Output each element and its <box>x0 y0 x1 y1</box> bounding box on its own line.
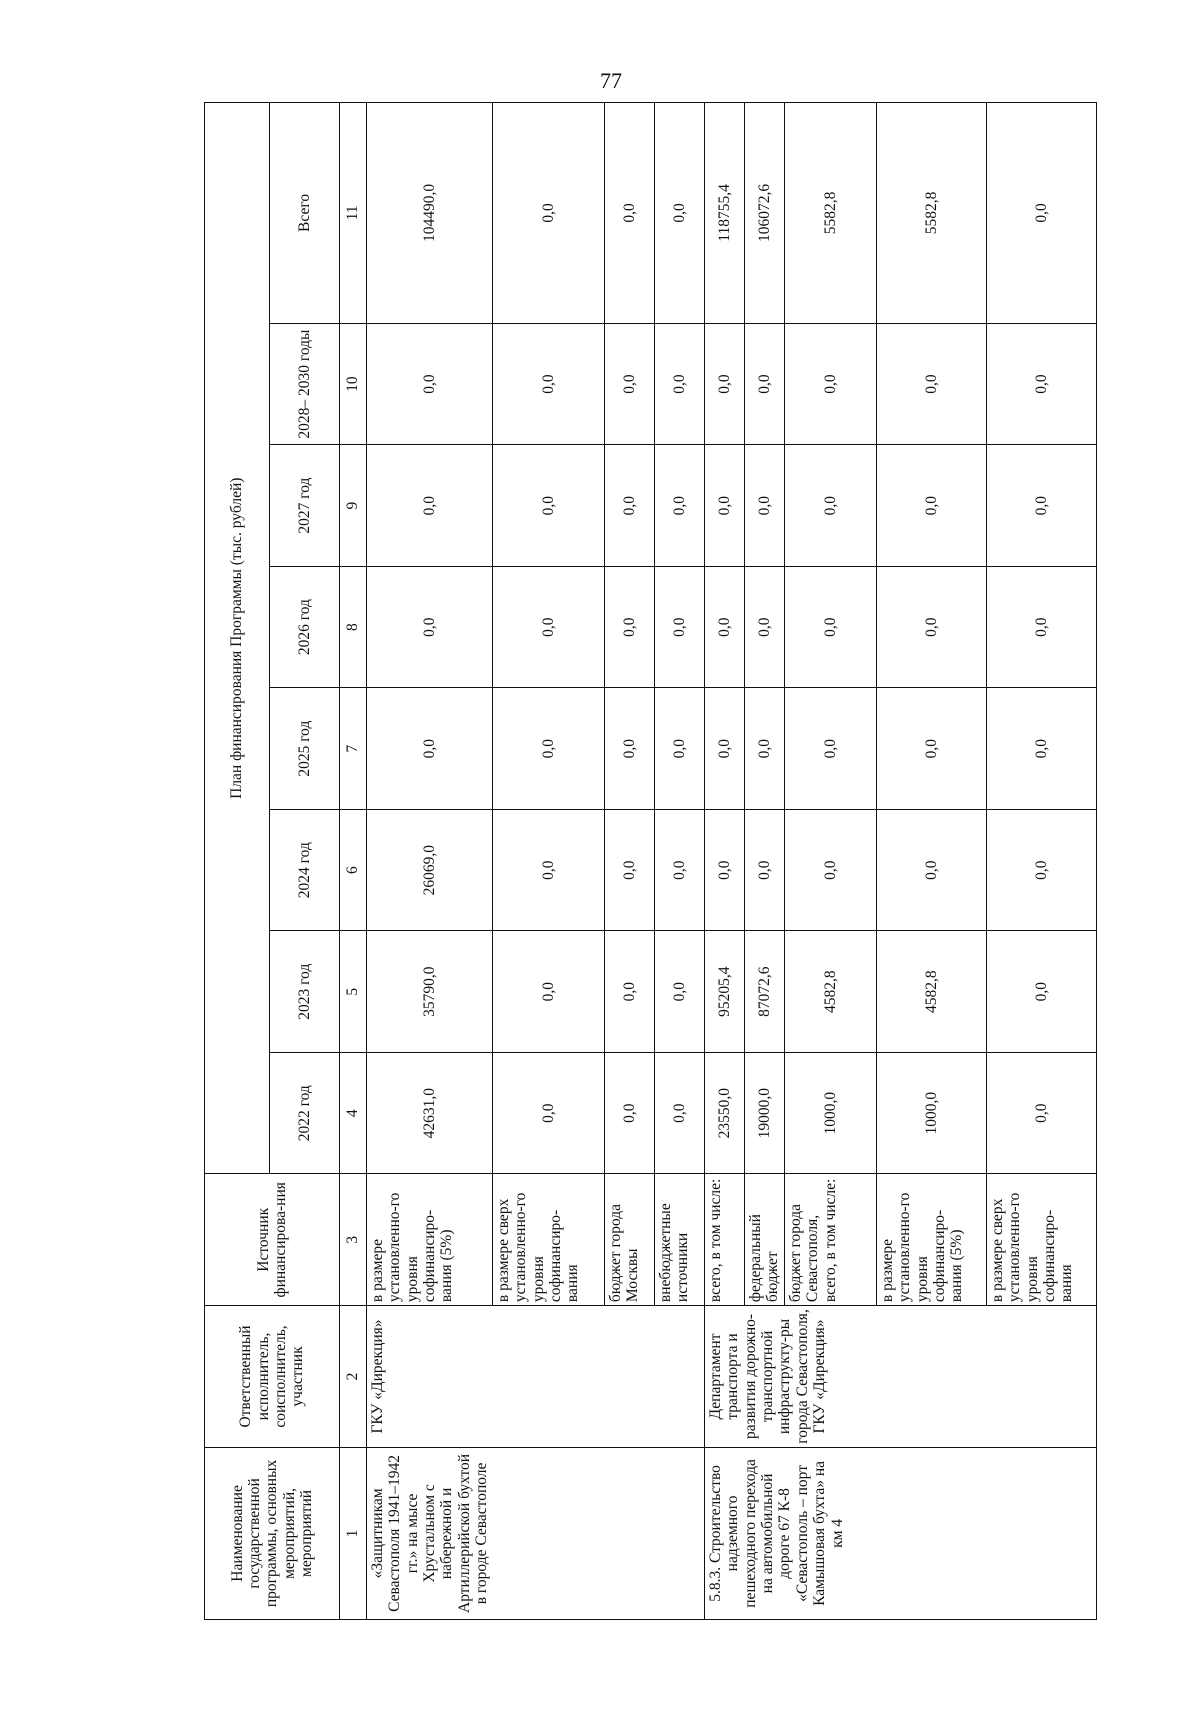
header-year: 2024 год <box>270 809 340 931</box>
header-source: Источник финансирова-ния <box>205 1174 340 1306</box>
value-cell: 0,0 <box>367 566 493 688</box>
value-cell: 0,0 <box>655 809 705 931</box>
header-year: 2028– 2030 годы <box>270 323 340 445</box>
value-cell: 0,0 <box>605 1052 655 1174</box>
value-cell: 106072,6 <box>745 103 785 324</box>
executor-cell: ГКУ «Дирекция» <box>367 1306 705 1448</box>
value-cell: 0,0 <box>745 323 785 445</box>
value-cell: 1000,0 <box>877 1052 987 1174</box>
header-year: 2023 год <box>270 931 340 1053</box>
value-cell: 0,0 <box>493 931 605 1053</box>
value-cell: 4582,8 <box>785 931 877 1053</box>
value-cell: 0,0 <box>605 566 655 688</box>
table-row <box>705 103 745 1620</box>
header-plan: План финансирования Программы (тыс. рублей) <box>205 103 270 1174</box>
value-cell: 19000,0 <box>745 1052 785 1174</box>
value-cell: 1000,0 <box>785 1052 877 1174</box>
value-cell: 0,0 <box>987 809 1097 931</box>
value-cell: 5582,8 <box>877 103 987 324</box>
value-cell: 0,0 <box>367 688 493 810</box>
column-number-row <box>340 103 367 1620</box>
header-year: 2022 год <box>270 1052 340 1174</box>
value-cell: 0,0 <box>493 103 605 324</box>
value-cell: 5582,8 <box>785 103 877 324</box>
header-total: Всего <box>270 103 340 324</box>
value-cell: 0,0 <box>987 566 1097 688</box>
page-number: 77 <box>600 68 622 93</box>
value-cell: 0,0 <box>877 566 987 688</box>
value-cell: 0,0 <box>655 931 705 1053</box>
value-cell: 0,0 <box>785 566 877 688</box>
value-cell: 0,0 <box>605 931 655 1053</box>
value-cell: 0,0 <box>605 688 655 810</box>
value-cell: 0,0 <box>655 103 705 324</box>
value-cell: 0,0 <box>745 688 785 810</box>
column-number: 8 <box>340 566 367 688</box>
value-cell: 104490,0 <box>367 103 493 324</box>
value-cell: 0,0 <box>785 688 877 810</box>
value-cell: 35790,0 <box>367 931 493 1053</box>
value-cell: 4582,8 <box>877 931 987 1053</box>
column-number: 4 <box>340 1052 367 1174</box>
table-row <box>367 103 493 1620</box>
header-year: 2026 год <box>270 566 340 688</box>
value-cell: 0,0 <box>493 323 605 445</box>
value-cell: 0,0 <box>987 323 1097 445</box>
source-cell: в размере сверх установленно-го уровня софинансиро-вания <box>493 1174 605 1306</box>
value-cell: 0,0 <box>705 323 745 445</box>
value-cell: 0,0 <box>655 323 705 445</box>
source-cell: внебюджетные источники <box>655 1174 705 1306</box>
value-cell: 0,0 <box>745 809 785 931</box>
value-cell: 23550,0 <box>705 1052 745 1174</box>
column-number: 3 <box>340 1174 367 1306</box>
value-cell: 95205,4 <box>705 931 745 1053</box>
source-cell: в размере установленно-го уровня софинансиро-вания (5%) <box>877 1174 987 1306</box>
value-cell: 0,0 <box>987 445 1097 567</box>
value-cell: 87072,6 <box>745 931 785 1053</box>
value-cell: 0,0 <box>745 445 785 567</box>
value-cell: 0,0 <box>605 323 655 445</box>
header-year: 2027 год <box>270 445 340 567</box>
value-cell: 0,0 <box>987 931 1097 1053</box>
executor-cell: Департамент транспорта и развития дорожно-транспортной инфраструкту-ры города Севастополя, ГКУ «Дирекция» <box>705 1306 1097 1448</box>
column-number: 7 <box>340 688 367 810</box>
column-number: 9 <box>340 445 367 567</box>
value-cell: 0,0 <box>605 445 655 567</box>
source-cell: в размере установленно-го уровня софинансиро-вания (5%) <box>367 1174 493 1306</box>
value-cell: 0,0 <box>605 809 655 931</box>
column-number: 1 <box>340 1447 367 1619</box>
value-cell: 0,0 <box>785 323 877 445</box>
financing-table <box>204 102 1097 1620</box>
value-cell: 0,0 <box>605 103 655 324</box>
value-cell: 0,0 <box>705 809 745 931</box>
value-cell: 0,0 <box>987 688 1097 810</box>
column-number: 11 <box>340 103 367 324</box>
value-cell: 0,0 <box>493 688 605 810</box>
header-executor: Ответственный исполнитель, соисполнитель, участник <box>205 1306 340 1448</box>
source-cell: бюджет города Севастополя, всего, в том числе: <box>785 1174 877 1306</box>
header-program-name: Наименование государственной программы, основных мероприятий, мероприятий <box>205 1447 340 1619</box>
value-cell: 0,0 <box>745 566 785 688</box>
column-number: 10 <box>340 323 367 445</box>
value-cell: 0,0 <box>785 445 877 567</box>
value-cell: 0,0 <box>655 445 705 567</box>
column-number: 5 <box>340 931 367 1053</box>
rotated-page-content <box>204 102 1104 1620</box>
value-cell: 0,0 <box>493 1052 605 1174</box>
source-cell: бюджет города Москвы <box>605 1174 655 1306</box>
value-cell: 0,0 <box>493 809 605 931</box>
header-row-1 <box>205 103 270 1620</box>
value-cell: 0,0 <box>705 688 745 810</box>
value-cell: 42631,0 <box>367 1052 493 1174</box>
value-cell: 0,0 <box>705 445 745 567</box>
value-cell: 0,0 <box>367 323 493 445</box>
value-cell: 0,0 <box>877 323 987 445</box>
value-cell: 0,0 <box>785 809 877 931</box>
header-year: 2025 год <box>270 688 340 810</box>
value-cell: 0,0 <box>877 809 987 931</box>
value-cell: 0,0 <box>655 1052 705 1174</box>
value-cell: 0,0 <box>877 445 987 567</box>
value-cell: 0,0 <box>987 103 1097 324</box>
source-cell: в размере сверх установленно-го уровня софинансиро-вания <box>987 1174 1097 1306</box>
value-cell: 0,0 <box>655 688 705 810</box>
program-name-cell: 5.8.3. Строительство надземного пешеходного перехода на автомобильной дороге 67 К-8 «Севастополь – порт Камышовая бухта» на км 4 <box>705 1447 1097 1619</box>
value-cell: 0,0 <box>987 1052 1097 1174</box>
value-cell: 0,0 <box>655 566 705 688</box>
column-number: 2 <box>340 1306 367 1448</box>
column-number: 6 <box>340 809 367 931</box>
value-cell: 118755,4 <box>705 103 745 324</box>
value-cell: 0,0 <box>367 445 493 567</box>
value-cell: 0,0 <box>493 566 605 688</box>
value-cell: 0,0 <box>705 566 745 688</box>
program-name-cell: «Защитникам Севастополя 1941–1942 гг.» на мысе Хрустальном с набережной и Артиллерийской бухтой в городе Севастополе <box>367 1447 705 1619</box>
value-cell: 0,0 <box>493 445 605 567</box>
source-cell: всего, в том числе: <box>705 1174 745 1306</box>
value-cell: 26069,0 <box>367 809 493 931</box>
value-cell: 0,0 <box>877 688 987 810</box>
source-cell: федеральный бюджет <box>745 1174 785 1306</box>
